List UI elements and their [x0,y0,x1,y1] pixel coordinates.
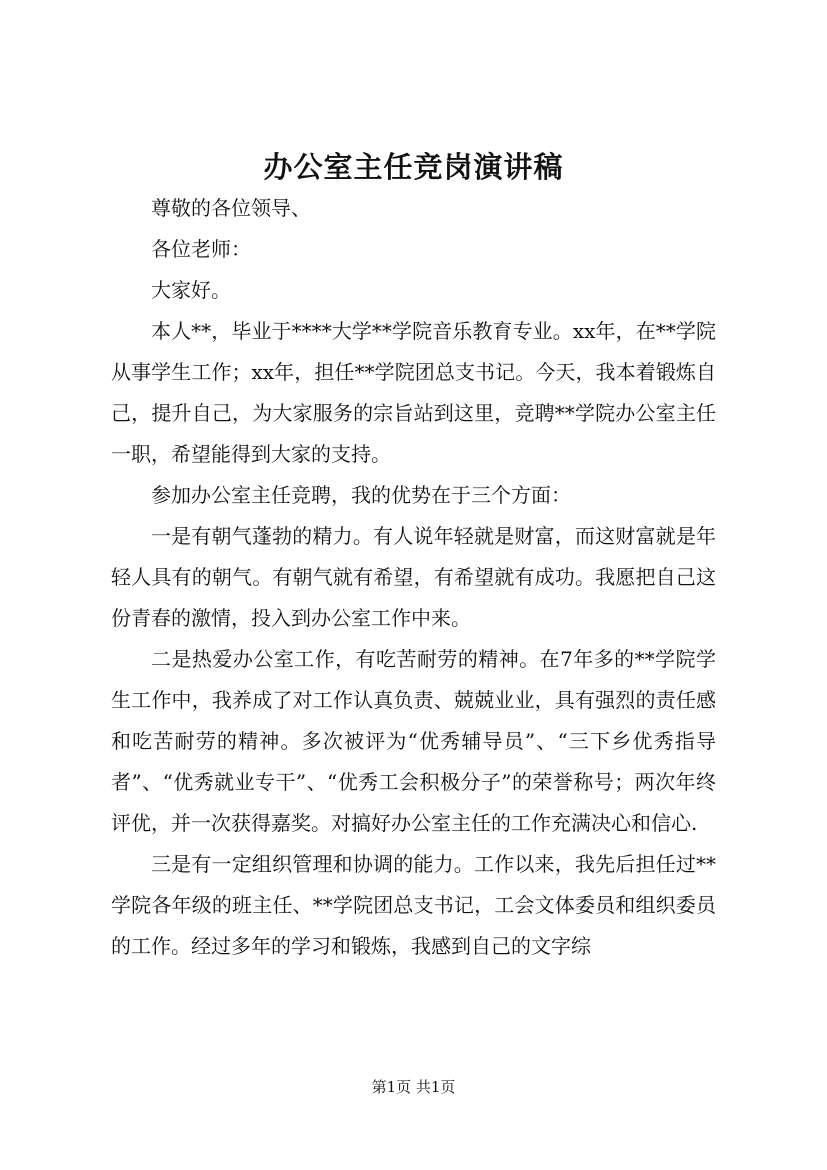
advantages-intro-paragraph: 参加办公室主任竞聘，我的优势在于三个方面： [151,483,571,507]
salutation-line-2: 各位老师： [151,237,251,261]
advantage-one-paragraph: 一是有朝气蓬勃的精力。有人说年轻就是财富，而这财富就是年轻人具有的朝气。有朝气就有希望，有希望就有成功。我愿把自己这份青春的激情，投入到办公室工作中来。 [111,524,716,630]
advantage-three-paragraph: 三是有一定组织管理和协调的能力。工作以来，我先后担任过**学院各年级的班主任、**学院团总支书记，工会文体委员和组织委员的工作。经过多年的学习和锻炼，我感到自己的文字综 [111,852,716,958]
greeting-paragraph: 大家好。 [151,278,231,302]
document-title: 办公室主任竞岗演讲稿 [263,150,564,184]
page-number-footer: 第1页 共1页 [371,1078,456,1096]
salutation-line-1: 尊敬的各位领导、 [151,196,311,220]
document-body [111,188,716,967]
introduction-paragraph: 本人**，毕业于****大学**学院音乐教育专业。xx年，在**学院从事学生工作；xx年，担任**学院团总支书记。今天，我本着锻炼自己，提升自己，为大家服务的宗旨站到这里，竞聘**学院办公室主任一职，希望能得到大家的支持。 [111,319,716,466]
advantage-two-paragraph: 二是热爱办公室工作，有吃苦耐劳的精神。在7年多的**学院学生工作中，我养成了对工作认真负责、兢兢业业，具有强烈的责任感和吃苦耐劳的精神。多次被评为“优秀辅导员”、“三下乡优秀指导者”、“优秀就业专干”、“优秀工会积极分子”的荣誉称号；两次年终评优，并一次获得嘉奖。对搞好办公室主任的工作充满决心和信心. [111,647,716,835]
